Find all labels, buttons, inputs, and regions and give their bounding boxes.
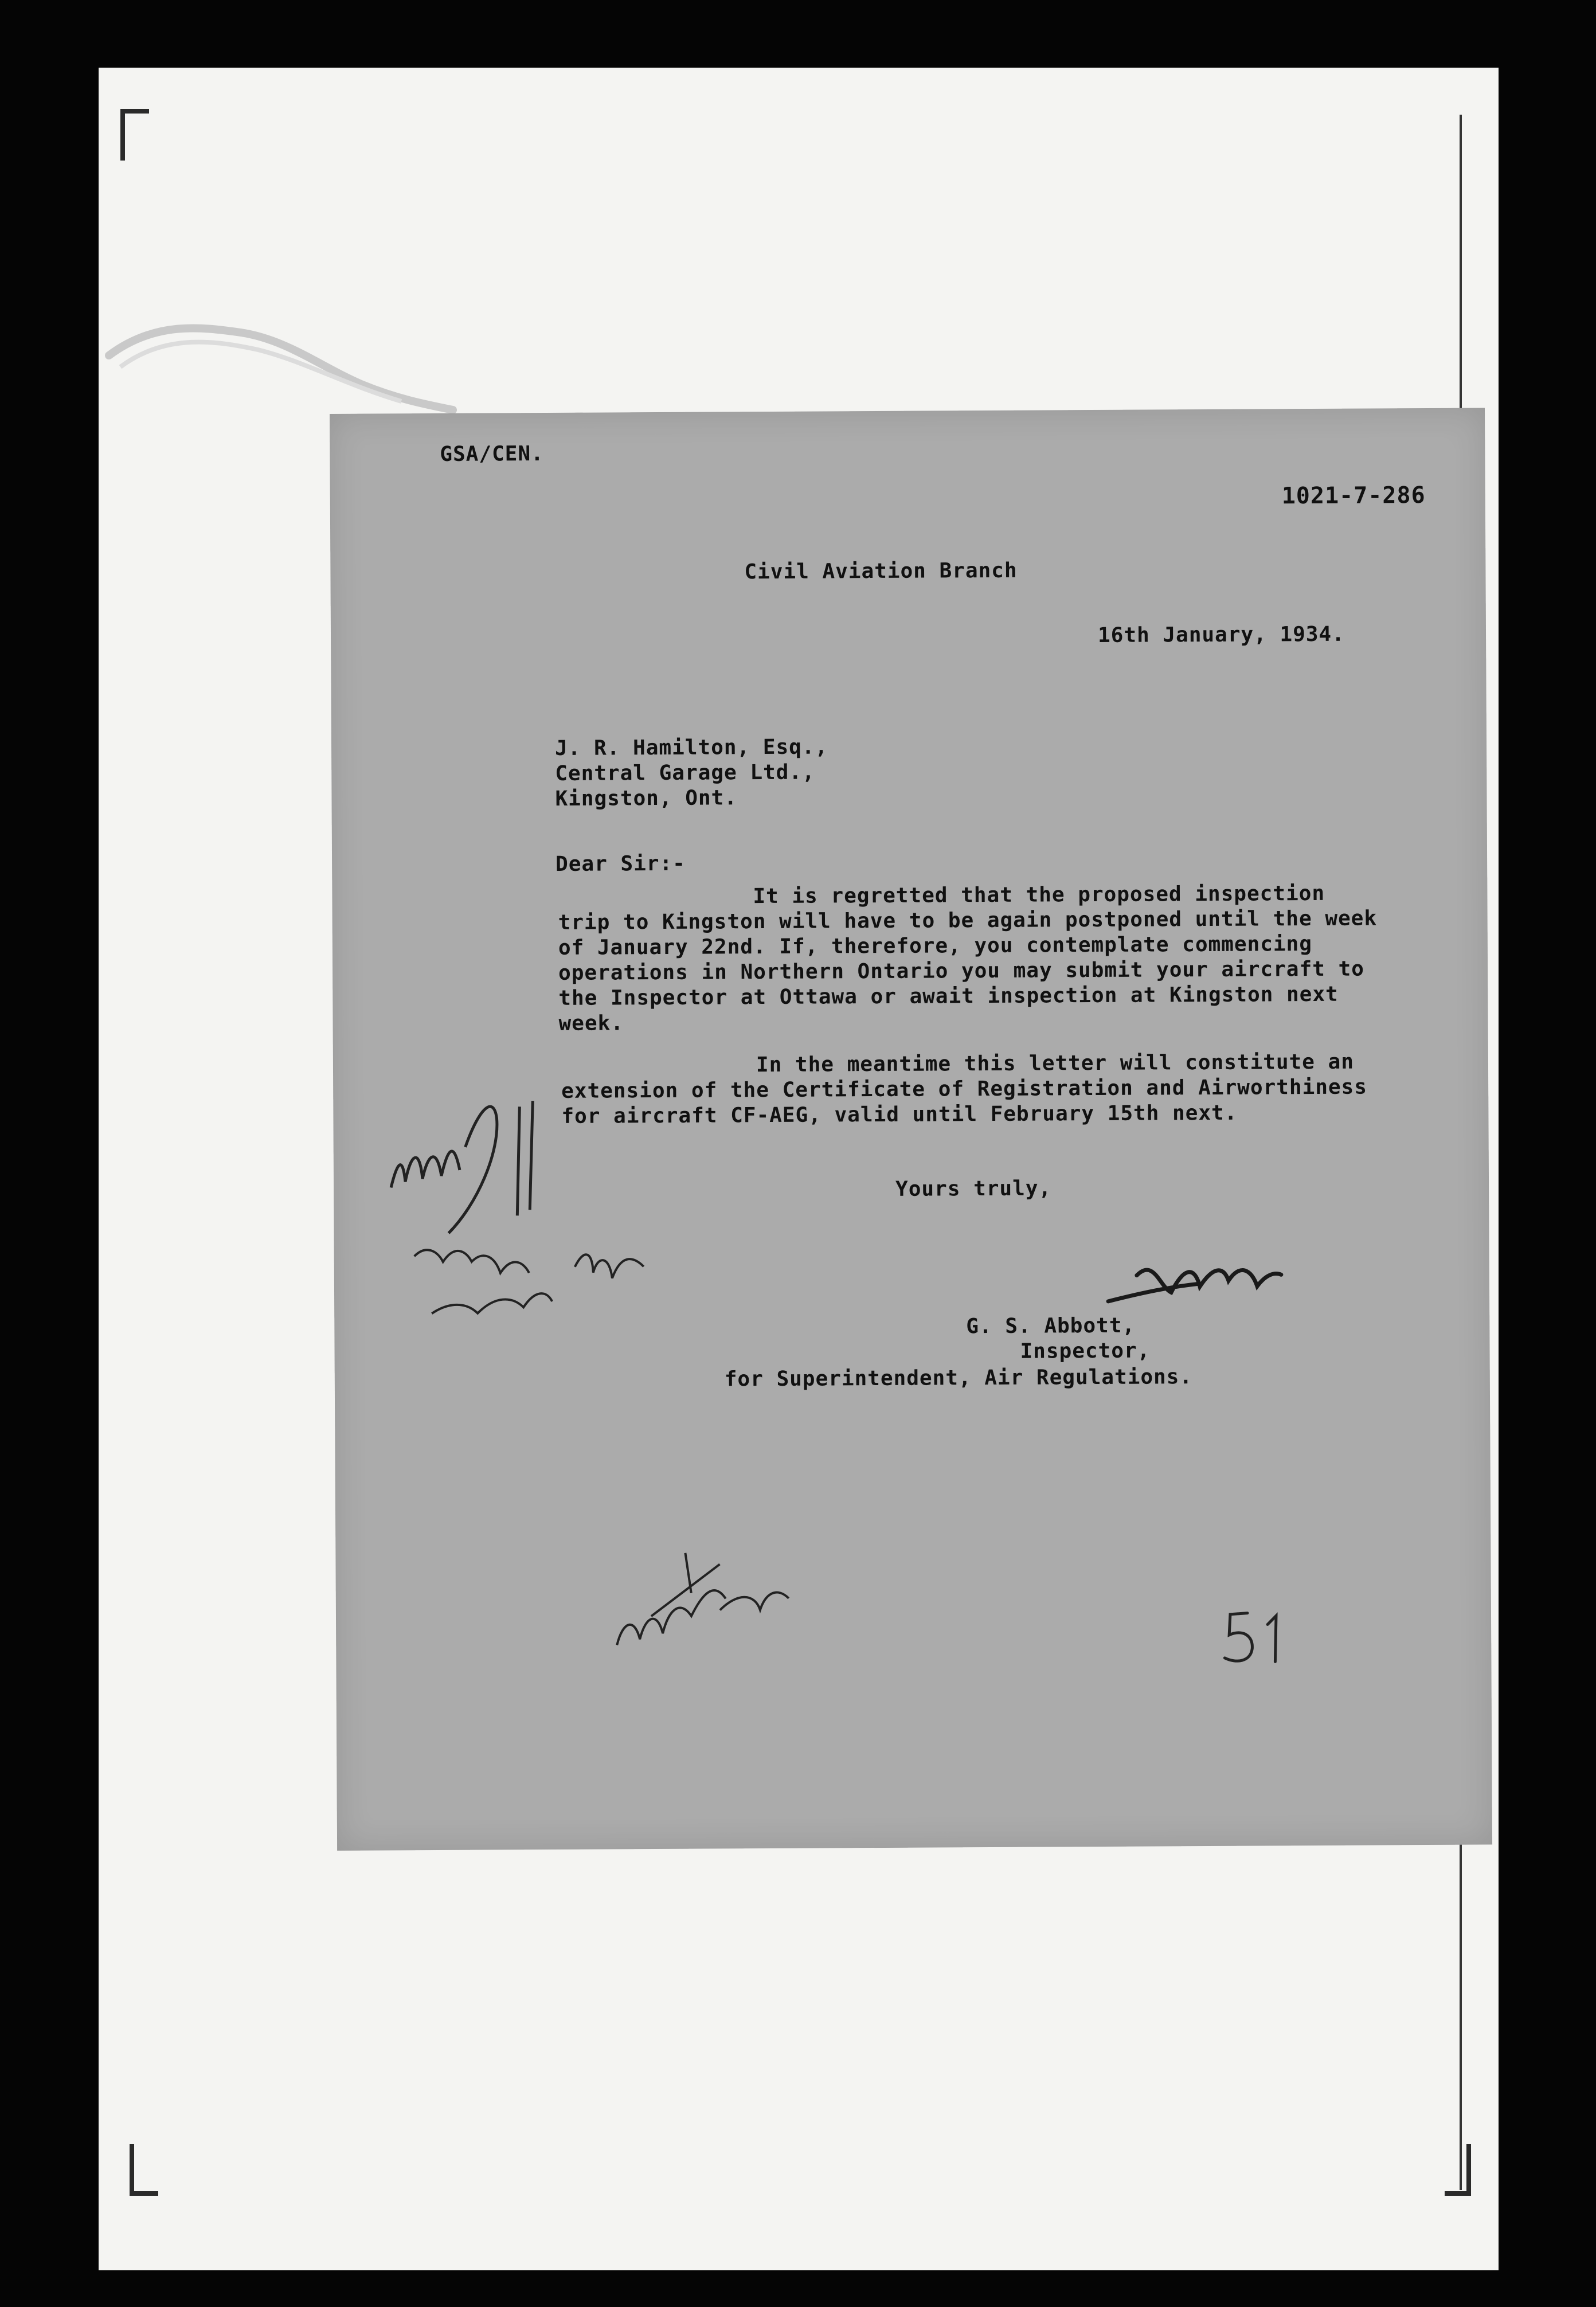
signatory-for-line: for Superintendent, Air Regulations. (724, 1365, 1193, 1391)
crop-mark-bottom-right-h (1445, 2191, 1471, 2196)
letter-sheet (330, 408, 1492, 1851)
department-heading: Civil Aviation Branch (744, 558, 1018, 584)
crop-mark-bottom-left-h (130, 2191, 158, 2196)
signatory-name: G. S. Abbott, (966, 1313, 1136, 1339)
body-paragraph-2: In the meantime this letter will constitute an extension of the Certificate of Registration and Airworthiness for aircraft CF-AEG, valid until February 15th next. (561, 1050, 1368, 1128)
body-paragraph-1: It is regretted that the proposed inspection trip to Kingston will have to be again postponed until the week of January 22nd. If, therefore, you contemplate commencing operations in Northern Ontario you may submit your aircraft to the Inspector at Ottawa or await inspection at Kingston next week. (558, 881, 1378, 1035)
handwritten-noted-stamp (605, 1530, 812, 1668)
file-number: 1021-7-286 (1281, 482, 1426, 510)
addressee-line-3: Kingston, Ont. (555, 786, 738, 811)
signatory-title: Inspector, (1020, 1339, 1151, 1363)
handwritten-page-number (1219, 1607, 1294, 1671)
letter-date: 16th January, 1934. (1097, 622, 1345, 647)
closing: Yours truly, (895, 1176, 1052, 1201)
addressee-line-2: Central Garage Ltd., (555, 760, 815, 785)
scan-artifact (103, 287, 459, 424)
crop-mark-bottom-right (1466, 2144, 1471, 2196)
handwritten-margin-note (379, 1083, 702, 1383)
salutation: Dear Sir:- (556, 851, 686, 876)
signature (1102, 1252, 1286, 1316)
reference-initials: GSA/CEN. (440, 442, 544, 466)
crop-mark-bottom-left (130, 2144, 134, 2196)
crop-mark-top-left (120, 109, 125, 161)
crop-mark-top-left-h (120, 109, 149, 114)
addressee-line-1: J. R. Hamilton, Esq., (554, 735, 828, 760)
